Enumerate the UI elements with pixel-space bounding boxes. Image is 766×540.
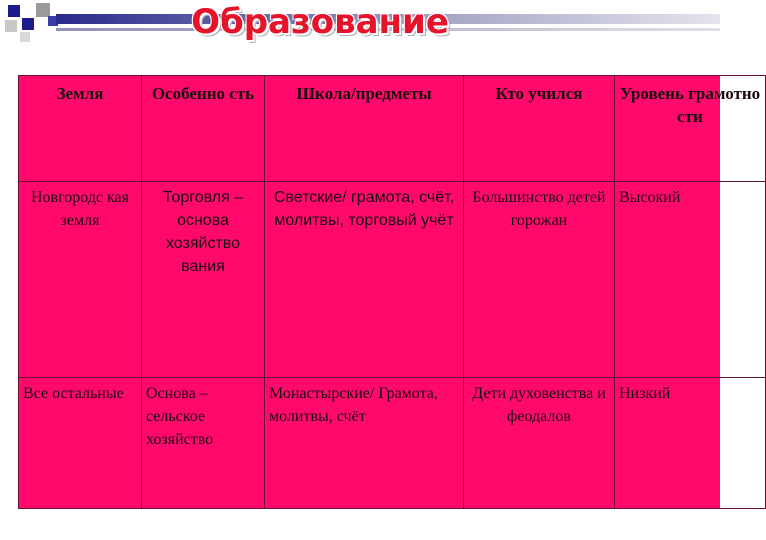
cell-who: Дети духовенства и феодалов [464,378,615,509]
header-who: Кто учился [464,76,615,182]
cell-feature: Основа – сельское хозяйство [142,378,265,509]
slide-title: Образование [191,2,449,42]
header-feature: Особенно сть [142,76,265,182]
cell-feature: Торговля – основа хозяйство вания [142,182,265,378]
header-land: Земля [19,76,142,182]
cell-who: Большинство детей горожан [464,182,615,378]
cell-land: Все остальные [19,378,142,509]
table-row [19,378,766,509]
header-school: Школа/предметы [265,76,464,182]
table-row [19,182,766,378]
cell-level: Высокий [615,182,766,378]
education-table [18,75,761,509]
cell-school: Светские/ грамота, счёт, молитвы, торговый учёт [265,182,464,378]
cell-land: Новгородс кая земля [19,182,142,378]
cell-school: Монастырские/ Грамота, молитвы, счёт [265,378,464,509]
cell-level: Низкий [615,378,766,509]
table-header-row [19,76,766,182]
header-level: Уровень грамотно сти [615,76,766,182]
